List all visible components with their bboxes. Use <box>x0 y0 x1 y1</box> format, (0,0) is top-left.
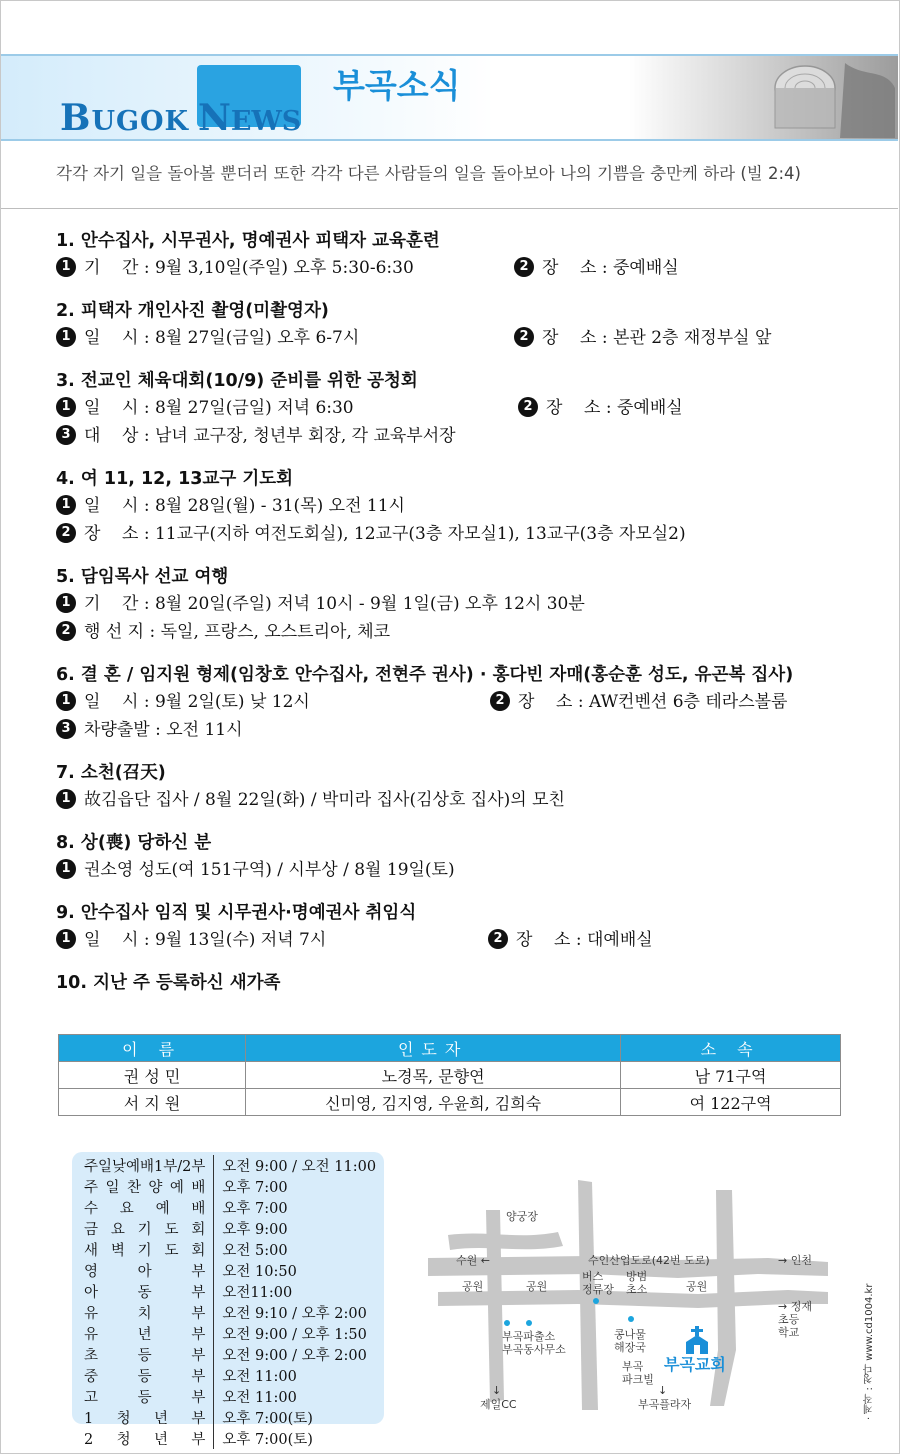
logo-bugok: BUGOK <box>60 97 190 139</box>
map-label-archery: 양궁장 <box>506 1210 538 1223</box>
schedule-time: 오전 11:00 <box>214 1386 383 1407</box>
schedule-time: 오전 10:50 <box>214 1260 383 1281</box>
schedule-row <box>84 1260 382 1281</box>
news-item-line <box>56 324 856 352</box>
schedule-time: 오전 11:00 <box>214 1365 383 1386</box>
map-label-police-box: 방범 초소 <box>626 1270 648 1296</box>
number-badge-icon: 2 <box>56 523 76 543</box>
schedule-row <box>84 1218 382 1239</box>
schedule-service: 초 등 부 <box>84 1348 206 1364</box>
news-item-text: 행 선 지 : 독일, 프랑스, 오스트리아, 체코 <box>84 622 391 642</box>
schedule-service: 주 일 찬 양 예 배 <box>84 1180 206 1196</box>
news-item-line <box>56 618 856 646</box>
news-item <box>56 900 856 954</box>
news-item-line <box>56 520 856 548</box>
column-header-name: 이 름 <box>59 1035 246 1062</box>
news-item-text: 차량출발 : 오전 11시 <box>84 720 243 740</box>
news-item-text-right <box>518 394 683 422</box>
schedule-time: 오전 9:10 / 오후 2:00 <box>214 1302 383 1323</box>
news-item-text: 장 소 : 11교구(지하 여전도회실), 12교구(3층 자모실1), 13교구(3층 자모실2) <box>84 524 686 544</box>
schedule-service: 영 아 부 <box>84 1264 206 1280</box>
news-item-line <box>56 688 856 716</box>
schedule-time: 오전 9:00 / 오후 2:00 <box>214 1344 383 1365</box>
schedule-service: 고 등 부 <box>84 1390 206 1406</box>
news-item-line <box>56 590 856 618</box>
schedule-time: 오전 9:00 / 오전 11:00 <box>214 1155 383 1176</box>
schedule-row <box>84 1302 382 1323</box>
news-item-title: 8. 상(喪) 당하신 분 <box>56 833 212 853</box>
schedule-service: 2 청 년 부 <box>84 1432 206 1448</box>
news-item-line <box>56 856 856 884</box>
schedule-service: 유 치 부 <box>84 1306 206 1322</box>
news-item-title: 7. 소천(召天) <box>56 763 166 783</box>
number-badge-icon: 2 <box>490 691 510 711</box>
schedule-time: 오전 9:00 / 오후 1:50 <box>214 1323 383 1344</box>
schedule-row <box>84 1176 382 1197</box>
schedule-time: 오후 7:00(토) <box>214 1407 383 1428</box>
news-item-title: 5. 담임목사 선교 여행 <box>56 567 229 587</box>
map-label-school: → 정재 초등 학교 <box>778 1300 812 1339</box>
map-label-suwon: 수원 ← <box>456 1254 490 1267</box>
news-item <box>56 368 856 450</box>
news-item-title: 6. 결 혼 / 임지원 형제(임창호 안수집사, 전현주 권사) · 홍다빈 자매(홍순훈 성도, 유곤복 집사) <box>56 665 794 685</box>
news-item-line <box>56 716 856 744</box>
schedule-time: 오후 7:00 <box>214 1176 383 1197</box>
news-item-title: 2. 피택자 개인사진 촬영(미촬영자) <box>56 301 329 321</box>
news-item-text: 장 소 : 본관 2층 재정부실 앞 <box>542 328 772 348</box>
news-item-text-right <box>514 254 679 282</box>
restaurant-marker <box>628 1316 634 1322</box>
cell-group: 남 71구역 <box>621 1062 841 1089</box>
news-item <box>56 760 856 814</box>
number-badge-icon: 1 <box>56 929 76 949</box>
new-family-table <box>58 1034 841 1116</box>
news-item <box>56 298 856 352</box>
bible-verse: 각각 자기 일을 돌아볼 뿐더러 또한 각각 다른 사람들의 일을 돌아보아 나의 기쁨을 충만케 하라 (빌 2:4) <box>56 164 801 183</box>
number-badge-icon: 1 <box>56 593 76 613</box>
church-icon <box>684 1326 710 1354</box>
logo-news: NEWS <box>198 97 302 139</box>
news-item-line <box>56 422 856 450</box>
news-item-text: 일 시 : 8월 27일(금일) 저녁 6:30 <box>84 398 354 418</box>
credit-text: · 제작 : 청다 www.cd1004.kr <box>864 1283 875 1420</box>
divider <box>1 208 898 209</box>
police-marker <box>504 1320 510 1326</box>
number-badge-icon: 2 <box>514 257 534 277</box>
news-item-line <box>56 394 856 422</box>
schedule-row <box>84 1407 382 1428</box>
map-label-park: 공원 <box>526 1280 548 1293</box>
news-item-text: 故김읍단 집사 / 8월 22일(화) / 박미라 집사(김상호 집사)의 모친 <box>84 790 565 810</box>
map-label-incheon: → 인천 <box>778 1254 812 1267</box>
map-label-bus-stop: 버스 정류장 <box>582 1270 614 1296</box>
map-label-park: 공원 <box>462 1280 484 1293</box>
news-item-text: 장 소 : 중예배실 <box>542 258 679 278</box>
schedule-service: 아 동 부 <box>84 1285 206 1301</box>
news-item-title: 3. 전교인 체육대회(10/9) 준비를 위한 공청회 <box>56 371 418 391</box>
number-badge-icon: 2 <box>514 327 534 347</box>
schedule-row <box>84 1386 382 1407</box>
column-header-guide: 인도자 <box>246 1035 621 1062</box>
news-items <box>56 228 856 1012</box>
office-marker <box>526 1320 532 1326</box>
arrow-down-icon: ↓ <box>658 1384 668 1397</box>
schedule-time: 오전 5:00 <box>214 1239 383 1260</box>
schedule-row <box>84 1197 382 1218</box>
news-item-text-right <box>490 688 787 716</box>
news-item-text: 장 소 : 중예배실 <box>546 398 683 418</box>
map-label-restaurant: 콩나물 해장국 <box>614 1328 646 1354</box>
tree-stump-image <box>745 58 897 138</box>
header-top-rule <box>1 54 898 56</box>
map-label-plaza: 부곡플라자 <box>638 1398 692 1411</box>
number-badge-icon: 1 <box>56 397 76 417</box>
cell-name: 서 지 원 <box>59 1089 246 1116</box>
news-item-text: 장 소 : 대예배실 <box>516 930 653 950</box>
news-item-title: 9. 안수집사 임직 및 시무권사·명예권사 취임식 <box>56 903 417 923</box>
news-item-text: 일 시 : 8월 27일(금일) 오후 6-7시 <box>84 328 360 348</box>
page-title: 부곡소식 <box>333 66 461 105</box>
number-badge-icon: 1 <box>56 257 76 277</box>
number-badge-icon: 3 <box>56 425 76 445</box>
number-badge-icon: 1 <box>56 327 76 347</box>
map-label-road: 수인산업도로(42번 도로) <box>588 1254 710 1267</box>
news-item-title: 10. 지난 주 등록하신 새가족 <box>56 973 281 993</box>
schedule-time: 오후 7:00(토) <box>214 1428 383 1449</box>
schedule-row <box>84 1428 382 1449</box>
news-item-line <box>56 926 856 954</box>
number-badge-icon: 2 <box>518 397 538 417</box>
news-item <box>56 564 856 646</box>
news-item <box>56 662 856 744</box>
news-item <box>56 466 856 548</box>
news-item-title: 1. 안수집사, 시무권사, 명예권사 피택자 교육훈련 <box>56 231 440 251</box>
table-header-row <box>59 1035 841 1062</box>
column-header-group: 소 속 <box>621 1035 841 1062</box>
schedule-row <box>84 1239 382 1260</box>
table-row <box>59 1089 841 1116</box>
news-item <box>56 228 856 282</box>
schedule-service: 새 벽 기 도 회 <box>84 1243 206 1259</box>
number-badge-icon: 2 <box>56 621 76 641</box>
schedule-row <box>84 1155 382 1176</box>
number-badge-icon: 2 <box>488 929 508 949</box>
news-item-text: 권소영 성도(여 151구역) / 시부상 / 8월 19일(토) <box>84 860 455 880</box>
cell-guide: 신미영, 김지영, 우윤희, 김희숙 <box>246 1089 621 1116</box>
arrow-down-icon: ↓ <box>492 1384 502 1397</box>
schedule-time: 오후 7:00 <box>214 1197 383 1218</box>
schedule-service: 주일낮예배1부/2부 <box>84 1159 206 1175</box>
cell-guide: 노경목, 문향연 <box>246 1062 621 1089</box>
schedule-service: 수 요 예 배 <box>84 1201 206 1217</box>
map-roads <box>428 1170 830 1432</box>
news-item-line <box>56 492 856 520</box>
schedule-time: 오후 9:00 <box>214 1218 383 1239</box>
church-map <box>428 1170 830 1432</box>
map-label-jeil-cc: 제일CC <box>480 1398 517 1411</box>
schedule-service: 1 청 년 부 <box>84 1411 206 1427</box>
schedule-row <box>84 1344 382 1365</box>
news-item-title: 4. 여 11, 12, 13교구 기도회 <box>56 469 294 489</box>
map-label-church: 부곡교회 <box>664 1355 726 1374</box>
news-item <box>56 830 856 884</box>
map-label-parkville: 부곡 파크빌 <box>622 1360 654 1386</box>
schedule-row <box>84 1323 382 1344</box>
news-item-text: 일 시 : 9월 2일(토) 낮 12시 <box>84 692 310 712</box>
bus-stop-marker <box>593 1298 599 1304</box>
news-item-text: 일 시 : 9월 13일(수) 저녁 7시 <box>84 930 327 950</box>
number-badge-icon: 1 <box>56 789 76 809</box>
news-item-line <box>56 254 856 282</box>
schedule-time: 오전11:00 <box>214 1281 383 1302</box>
schedule-service: 금 요 기 도 회 <box>84 1222 206 1238</box>
news-item-text: 기 간 : 9월 3,10일(주일) 오후 5:30-6:30 <box>84 258 414 278</box>
cell-group: 여 122구역 <box>621 1089 841 1116</box>
header-bottom-rule <box>1 139 898 141</box>
news-item-text-right <box>488 926 653 954</box>
news-item-line <box>56 786 856 814</box>
map-label-police-station: 부곡파출소 부곡동사무소 <box>502 1330 566 1356</box>
news-item-text-right <box>514 324 771 352</box>
cell-name: 권 성 민 <box>59 1062 246 1089</box>
schedule-row <box>84 1281 382 1302</box>
schedule-service: 유 년 부 <box>84 1327 206 1343</box>
table-row <box>59 1062 841 1089</box>
number-badge-icon: 3 <box>56 719 76 739</box>
number-badge-icon: 1 <box>56 495 76 515</box>
news-item-text: 대 상 : 남녀 교구장, 청년부 회장, 각 교육부서장 <box>84 426 456 446</box>
map-label-park: 공원 <box>686 1280 708 1293</box>
worship-schedule-table <box>84 1155 382 1449</box>
news-item <box>56 970 856 996</box>
number-badge-icon: 1 <box>56 691 76 711</box>
number-badge-icon: 1 <box>56 859 76 879</box>
schedule-service: 중 등 부 <box>84 1369 206 1385</box>
news-item-text: 일 시 : 8월 28일(월) - 31(목) 오전 11시 <box>84 496 405 516</box>
news-item-text: 장 소 : AW컨벤션 6층 테라스볼룸 <box>518 692 788 712</box>
schedule-row <box>84 1365 382 1386</box>
news-item-text: 기 간 : 8월 20일(주일) 저녁 10시 - 9월 1일(금) 오후 12시 30분 <box>84 594 585 614</box>
